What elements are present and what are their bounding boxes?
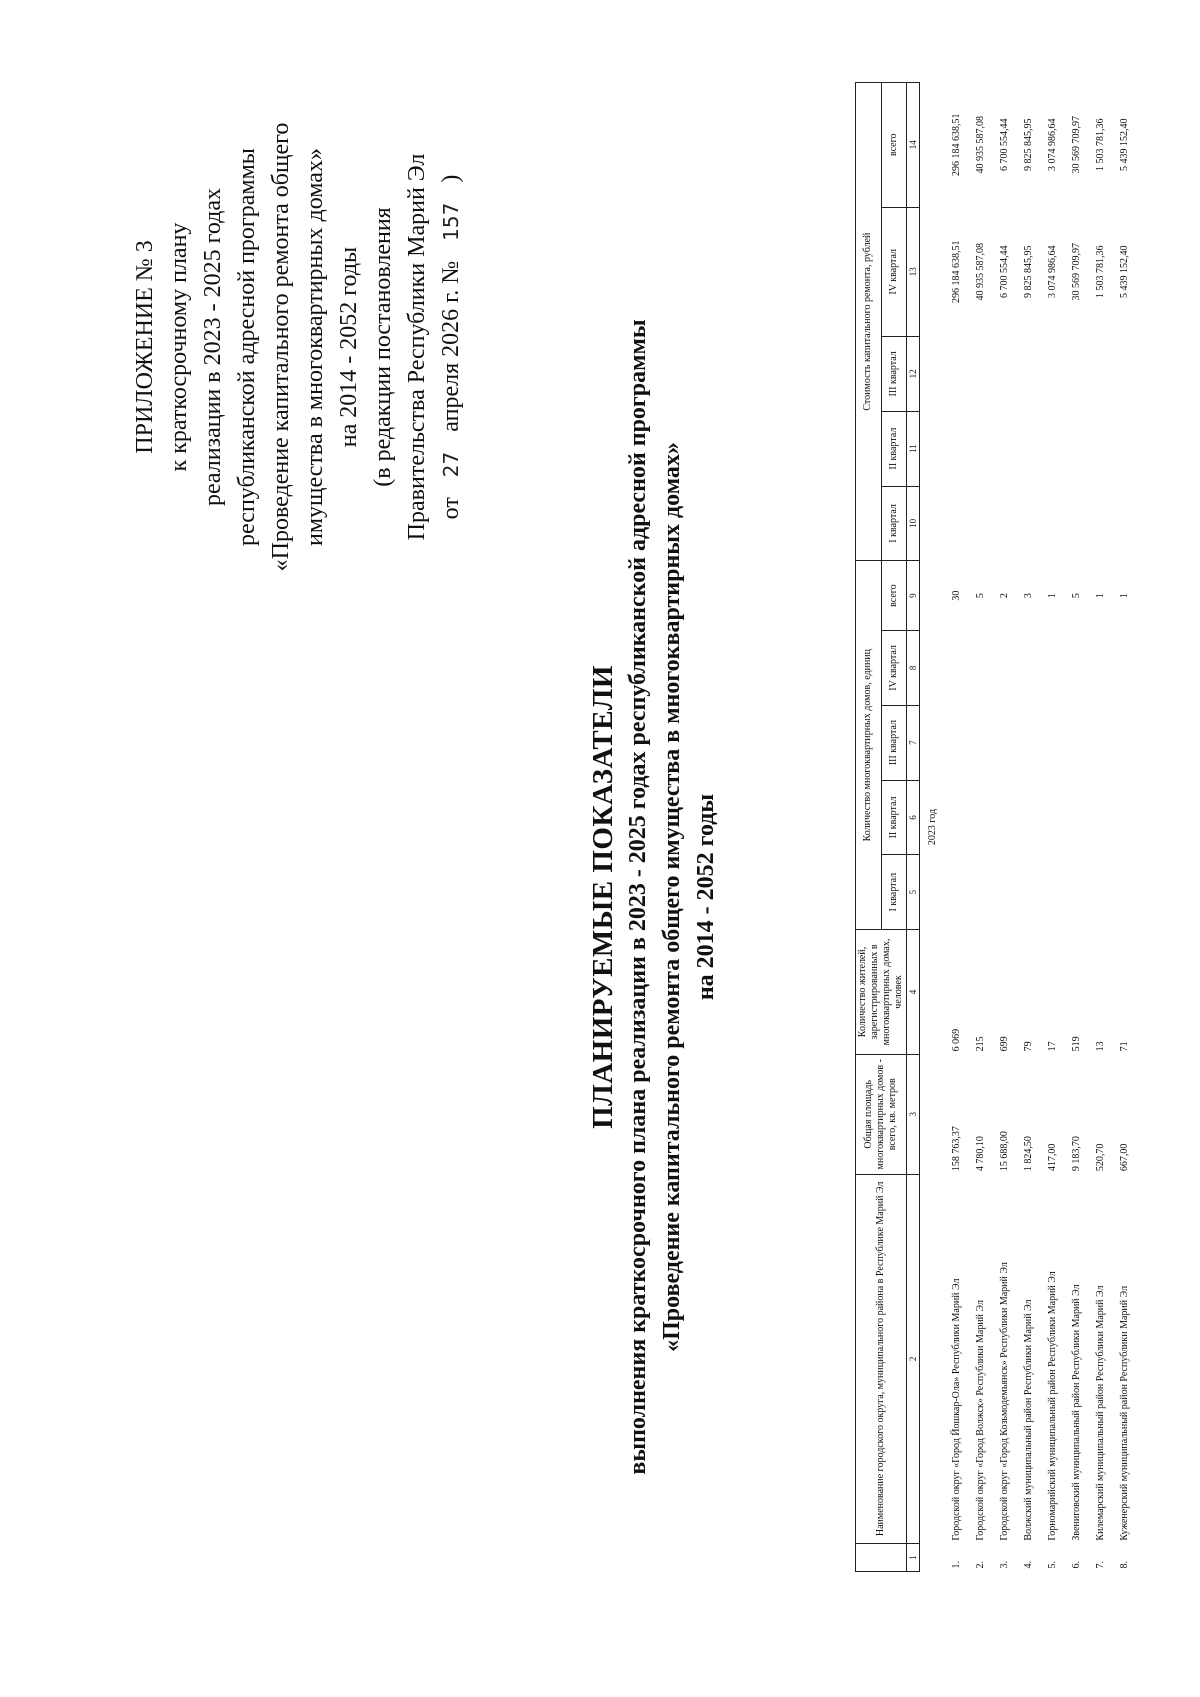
row-cost-total: 3 074 986,64 [1046,118,1058,172]
header-area: Общая площадь многоквартирных домов - всего, кв. метров [856,1054,907,1174]
row-houses-q3 [1016,705,1040,780]
header-houses-total: всего [881,561,907,631]
col-number: 5 [907,855,920,930]
row-cost-total: 296 184 638,51 [950,113,962,177]
row-cost-q4: 40 935 587,08 [974,243,986,301]
header-cost-q1: I квартал [881,486,907,561]
row-cost-q4: 296 184 638,51 [950,240,962,304]
header-cost-q4: IV квартал [881,207,907,336]
table-row [1112,83,1136,1572]
table-row [1040,83,1064,1572]
row-area: 667,00 [1118,1143,1130,1172]
row-houses-q3 [1088,705,1112,780]
row-residents: 79 [1022,1041,1034,1052]
row-name: Волжский муниципальный район Республики Марий Эл [1022,1299,1034,1541]
annex-close-paren: ) [438,174,464,183]
header-houses-q3: III квартал [881,705,907,780]
table-row [968,83,992,1572]
row-name: Городской округ «Город Козьмодемьянск» Республики Марий Эл [998,1262,1010,1541]
row-houses-total: 1 [1094,593,1106,599]
row-houses-q1 [968,855,992,930]
row-cost-q3 [1088,336,1112,411]
row-name: Городской округ «Город Йошкар-Ола» Республики Марий Эл [950,1278,962,1541]
row-cost-q1 [968,486,992,561]
row-houses-q3 [992,705,1016,780]
row-residents: 699 [998,1036,1010,1052]
row-name: Куженерский муниципальный район Республики Марий Эл [1118,1285,1130,1541]
table-row [1064,83,1088,1572]
row-residents: 17 [1046,1041,1058,1052]
annex-line: реализации в 2023 - 2025 годах [200,187,226,507]
annex-block [128,42,468,652]
row-area: 520,70 [1094,1143,1106,1172]
col-number: 11 [907,411,920,486]
row-houses-total: 5 [1070,593,1082,599]
annex-line: (в редакции постановления [370,207,396,487]
row-cost-q3 [1112,336,1136,411]
row-houses-q4 [944,631,968,706]
row-cost-q2 [1064,411,1088,486]
row-residents: 71 [1118,1041,1130,1052]
table-row [992,83,1016,1572]
table-row [1088,83,1112,1572]
col-number: 12 [907,336,920,411]
row-houses-q4 [1064,631,1088,706]
row-cost-q2 [944,411,968,486]
row-houses-q3 [1040,705,1064,780]
row-cost-total: 5 439 152,40 [1118,118,1130,172]
row-cost-total: 6 700 554,44 [998,118,1010,172]
row-cost-q4: 1 503 781,36 [1094,245,1106,299]
page-title: ПЛАНИРУЕМЫЕ ПОКАЗАТЕЛИ [587,665,619,1129]
col-number: 8 [907,631,920,706]
row-name: Килемарский муниципальный район Республики Марий Эл [1094,1285,1106,1541]
col-number: 10 [907,486,920,561]
col-number: 9 [907,561,920,631]
row-cost-q2 [1016,411,1040,486]
row-cost-total: 40 935 587,08 [974,116,986,174]
col-number: 13 [907,207,920,336]
col-number: 6 [907,780,920,855]
row-cost-q1 [944,486,968,561]
row-cost-q3 [1064,336,1088,411]
row-houses-q1 [1016,855,1040,930]
annex-date-line [434,42,468,652]
row-residents: 519 [1070,1036,1082,1052]
row-number: 6. [1070,1561,1082,1569]
row-cost-q2 [1040,411,1064,486]
col-number: 7 [907,705,920,780]
row-number: 2. [974,1561,986,1569]
col-number: 3 [907,1054,920,1174]
row-houses-q1 [1088,855,1112,930]
row-houses-q3 [968,705,992,780]
row-houses-q2 [1040,780,1064,855]
title-line: на 2014 - 2052 годы [693,793,719,1001]
annex-line: Правительства Республики Марий Эл [404,153,430,541]
row-houses-total: 2 [998,593,1010,599]
indicators-table [855,82,1136,1572]
row-houses-q2 [992,780,1016,855]
row-name: Горномарийский муниципальный район Республики Марий Эл [1046,1271,1058,1541]
row-cost-q2 [1088,411,1112,486]
row-cost-q3 [968,336,992,411]
annex-number-handwritten: 157 [439,202,463,241]
row-houses-q3 [1064,705,1088,780]
row-area: 417,00 [1046,1143,1058,1172]
row-cost-q4: 3 074 986,64 [1046,245,1058,299]
header-residents: Количество жителей, зарегистрированных в многоквартирных домах, человек [856,930,907,1055]
annex-line: «Проведение капитального ремонта общего [268,122,294,572]
row-cost-q4: 6 700 554,44 [998,245,1010,299]
header-cost-q3: III квартал [881,336,907,411]
col-number: 4 [907,930,920,1055]
row-cost-q2 [968,411,992,486]
annex-line: к краткосрочному плану [166,222,192,472]
row-number: 3. [998,1561,1010,1569]
annex-line: имущества в многоквартирных домах» [302,148,328,546]
row-houses-total: 1 [1046,593,1058,599]
row-cost-q1 [1064,486,1088,561]
row-cost-q1 [1112,486,1136,561]
row-residents: 215 [974,1036,986,1052]
col-number: 2 [907,1174,920,1543]
row-houses-q2 [1016,780,1040,855]
annex-line: республиканской адресной программы [234,148,260,546]
row-houses-q2 [944,780,968,855]
row-number: 7. [1094,1561,1106,1569]
row-cost-q3 [944,336,968,411]
header-cost-q2: II квартал [881,411,907,486]
row-cost-total: 9 825 845,95 [1022,118,1034,172]
header-houses-group: Количество многоквартирных домов, единиц [856,561,882,930]
row-houses-q2 [1064,780,1088,855]
col-number: 1 [907,1544,920,1572]
row-cost-q2 [992,411,1016,486]
row-cost-q1 [1016,486,1040,561]
row-cost-q4: 5 439 152,40 [1118,245,1130,299]
row-houses-q4 [968,631,992,706]
row-cost-total: 30 569 709,97 [1070,116,1082,174]
title-block [585,177,723,1617]
row-residents: 6 069 [950,1028,962,1052]
row-houses-q2 [968,780,992,855]
header-cost-total: всего [881,83,907,208]
row-name: Городской округ «Город Волжск» Республики Марий Эл [974,1300,986,1541]
row-area: 1 824,50 [1022,1136,1034,1172]
header-houses-q2: II квартал [881,780,907,855]
row-houses-total: 1 [1118,593,1130,599]
row-name: Звениговский муниципальный район Республики Марий Эл [1070,1284,1082,1541]
header-houses-q1: I квартал [881,855,907,930]
row-cost-q1 [1040,486,1064,561]
row-area: 9 183,70 [1070,1136,1082,1172]
row-area: 15 688,00 [998,1131,1010,1172]
row-houses-q1 [944,855,968,930]
row-cost-q3 [992,336,1016,411]
row-cost-q1 [1088,486,1112,561]
year-label: 2023 год [926,808,938,846]
row-cost-q3 [1016,336,1040,411]
title-line: выполнения краткосрочного плана реализации в 2023 - 2025 годах республиканской адресной программы [625,319,651,1475]
row-houses-q4 [1016,631,1040,706]
annex-title: ПРИЛОЖЕНИЕ № 3 [132,240,158,454]
header-blank-no [856,1544,907,1572]
header-name: Наименование городского округа, муниципального района в Республике Марий Эл [856,1174,907,1543]
col-number: 14 [907,83,920,208]
row-houses-q3 [1112,705,1136,780]
row-houses-q1 [992,855,1016,930]
header-cost-group: Стоимость капитального ремонта, рублей [856,83,882,561]
annex-line: на 2014 - 2052 годы [336,246,362,448]
row-number: 1. [950,1561,962,1569]
row-houses-q3 [944,705,968,780]
row-houses-q1 [1112,855,1136,930]
row-number: 4. [1022,1561,1034,1569]
row-houses-q1 [1064,855,1088,930]
row-houses-q4 [992,631,1016,706]
annex-day-handwritten: 27 [439,451,463,478]
row-cost-q4: 9 825 845,95 [1022,245,1034,299]
row-cost-q1 [992,486,1016,561]
row-houses-q2 [1112,780,1136,855]
row-area: 158 763,37 [950,1126,962,1172]
row-houses-q1 [1040,855,1064,930]
row-houses-total: 3 [1022,593,1034,599]
header-houses-q4: IV квартал [881,631,907,706]
row-houses-total: 5 [974,593,986,599]
row-houses-q4 [1088,631,1112,706]
table-row [1016,83,1040,1572]
table-row [944,83,968,1572]
annex-month-year: апреля 2026 г. № [438,260,464,432]
annex-from: от [438,497,464,520]
row-cost-total: 1 503 781,36 [1094,118,1106,172]
title-line: «Проведение капитального ремонта общего имущества в многоквартирных домах» [659,442,685,1352]
row-houses-q4 [1040,631,1064,706]
row-houses-q2 [1088,780,1112,855]
indicators-table-wrap [855,82,1136,1572]
row-residents: 13 [1094,1041,1106,1052]
row-number: 5. [1046,1561,1058,1569]
row-cost-q3 [1040,336,1064,411]
row-houses-total: 30 [950,590,962,601]
row-cost-q4: 30 569 709,97 [1070,243,1082,301]
row-area: 4 780,10 [974,1136,986,1172]
row-number: 8. [1118,1561,1130,1569]
row-houses-q4 [1112,631,1136,706]
row-cost-q2 [1112,411,1136,486]
